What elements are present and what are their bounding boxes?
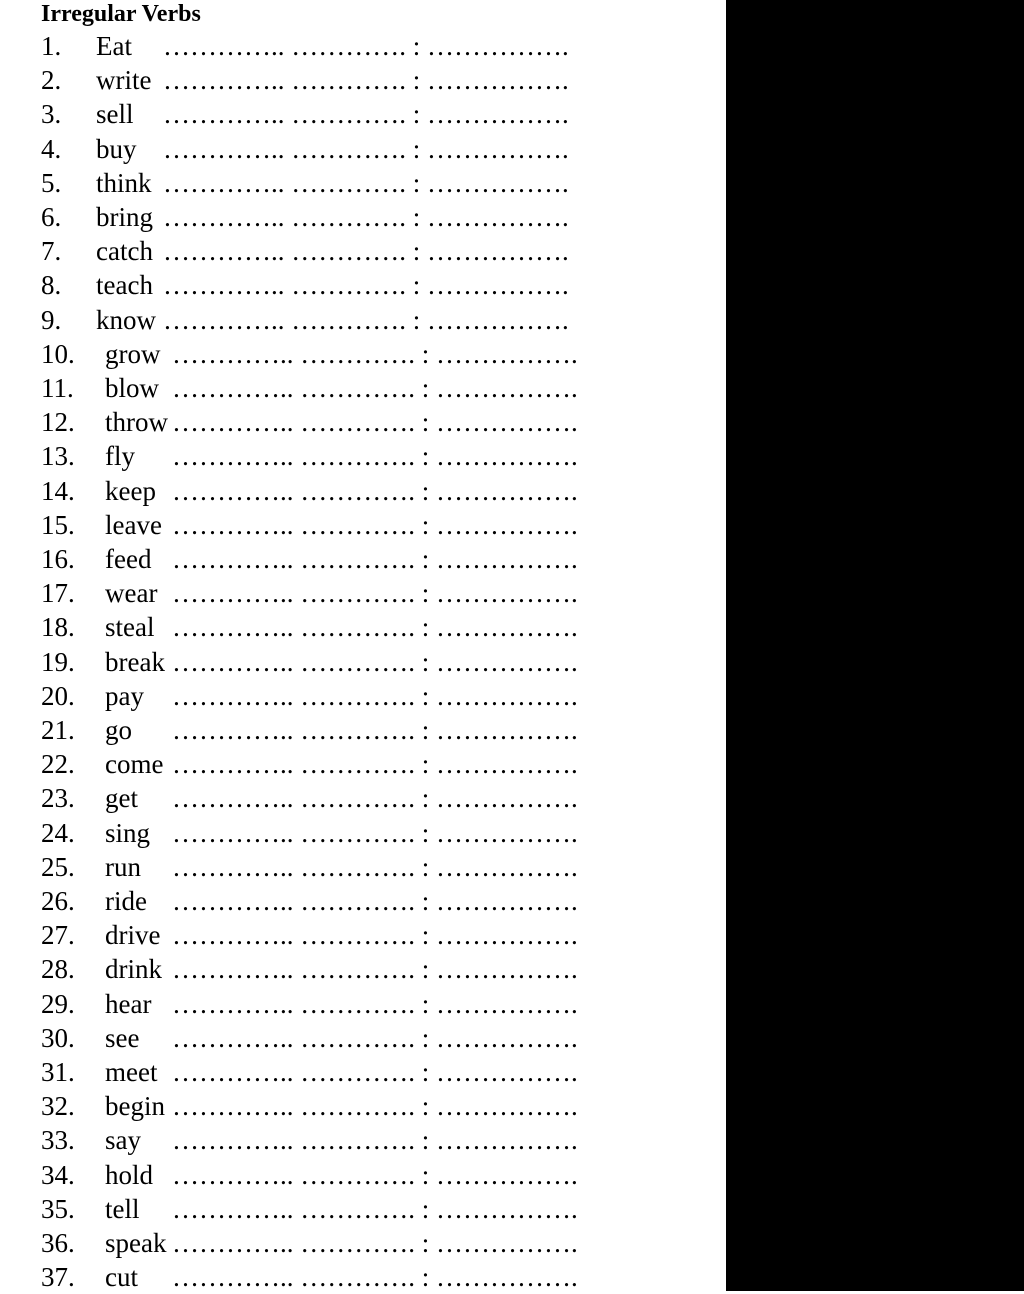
item-number: 3. [41, 99, 62, 130]
verb-row [41, 918, 578, 952]
base-verb: throw [105, 407, 168, 438]
answer-blanks: ………….. …………. : ……………. [163, 133, 569, 164]
verb-row [41, 1123, 578, 1157]
base-verb: ride [105, 886, 147, 916]
verb-row [41, 166, 569, 200]
answer-blanks: ………….. …………. : ……………. [172, 1262, 578, 1293]
item-number: 22. [41, 749, 75, 780]
verb-row [41, 371, 578, 405]
answer-blanks: ………….. …………. : ……………. [172, 920, 578, 951]
verb-row [41, 645, 578, 679]
base-verb: Eat [96, 31, 132, 61]
item-number: 10. [41, 338, 75, 369]
answer-blanks: ………….. …………. : ……………. [172, 680, 578, 711]
item-number: 7. [41, 236, 62, 267]
base-verb: tell [105, 1193, 140, 1224]
item-number: 30. [41, 1022, 75, 1053]
base-verb: hold [105, 1159, 154, 1190]
base-verb: come [105, 749, 164, 780]
verb-row [41, 1158, 578, 1192]
item-number: 14. [41, 475, 75, 506]
item-number: 21. [41, 715, 75, 745]
verb-row [41, 1226, 578, 1260]
base-verb: steal [105, 612, 155, 643]
verb-row [41, 200, 569, 234]
item-number: 24. [41, 817, 75, 848]
item-number: 19. [41, 646, 75, 677]
base-verb: buy [96, 133, 137, 164]
base-verb: go [105, 715, 132, 745]
answer-blanks: ………….. …………. : ……………. [172, 1193, 578, 1224]
item-number: 17. [41, 578, 75, 609]
answer-blanks: ………….. …………. : ……………. [172, 1125, 578, 1156]
verb-row [41, 234, 569, 268]
item-number: 1. [41, 31, 62, 61]
verb-row [41, 781, 578, 815]
item-number: 31. [41, 1057, 75, 1087]
answer-blanks: ………….. …………. : ……………. [172, 749, 578, 780]
item-number: 5. [41, 167, 62, 198]
item-number: 18. [41, 612, 75, 643]
verb-row [41, 132, 569, 166]
verb-row [41, 97, 569, 131]
verb-row [41, 747, 578, 781]
verb-row [41, 439, 578, 473]
verb-row [41, 303, 569, 337]
answer-blanks: ………….. …………. : ……………. [172, 988, 578, 1019]
answer-blanks: ………….. …………. : ……………. [163, 167, 569, 198]
item-number: 15. [41, 509, 75, 540]
base-verb: keep [105, 475, 156, 506]
answer-blanks: ………….. …………. : ……………. [172, 1022, 578, 1053]
item-number: 32. [41, 1091, 75, 1122]
base-verb: wear [105, 578, 158, 609]
answer-blanks: ………….. …………. : ……………. [172, 509, 578, 540]
base-verb: cut [105, 1262, 138, 1293]
verb-row [41, 542, 578, 576]
verb-row [41, 508, 578, 542]
item-number: 26. [41, 886, 75, 916]
verb-row [41, 884, 578, 918]
verb-row [41, 405, 578, 439]
item-number: 6. [41, 202, 62, 232]
item-number: 12. [41, 407, 75, 438]
answer-blanks: ………….. …………. : ……………. [172, 441, 578, 472]
answer-blanks: ………….. …………. : ……………. [163, 236, 569, 267]
worksheet-title: Irregular Verbs [41, 1, 201, 27]
base-verb: blow [105, 373, 159, 403]
base-verb: think [96, 167, 152, 198]
answer-blanks: ………….. …………. : ……………. [172, 817, 578, 848]
answer-blanks: ………….. …………. : ……………. [163, 99, 569, 130]
base-verb: get [105, 783, 138, 814]
verb-row [41, 679, 578, 713]
base-verb: bring [96, 202, 153, 232]
answer-blanks: ………….. …………. : ……………. [163, 65, 569, 96]
item-number: 28. [41, 954, 75, 985]
answer-blanks: ………….. …………. : ……………. [172, 338, 578, 369]
item-number: 34. [41, 1159, 75, 1190]
answer-blanks: ………….. …………. : ……………. [172, 646, 578, 677]
base-verb: meet [105, 1057, 158, 1087]
base-verb: run [105, 851, 141, 882]
item-number: 11. [41, 373, 74, 403]
verb-row [41, 1192, 578, 1226]
verb-row [41, 850, 578, 884]
item-number: 8. [41, 270, 62, 301]
item-number: 4. [41, 133, 62, 164]
answer-blanks: ………….. …………. : ……………. [172, 544, 578, 574]
base-verb: begin [105, 1091, 165, 1122]
answer-blanks: ………….. …………. : ……………. [163, 202, 569, 232]
item-number: 20. [41, 680, 75, 711]
answer-blanks: ………….. …………. : ……………. [163, 304, 569, 335]
answer-blanks: ………….. …………. : ……………. [163, 31, 569, 61]
base-verb: know [96, 304, 156, 335]
item-number: 29. [41, 988, 75, 1019]
verb-row [41, 29, 569, 63]
base-verb: hear [105, 988, 152, 1019]
base-verb: write [96, 65, 152, 96]
item-number: 9. [41, 304, 62, 335]
base-verb: sing [105, 817, 151, 848]
item-number: 33. [41, 1125, 75, 1156]
verb-row [41, 952, 578, 986]
item-number: 25. [41, 851, 75, 882]
base-verb: sell [96, 99, 134, 130]
verb-row [41, 337, 578, 371]
answer-blanks: ………….. …………. : ……………. [172, 407, 578, 438]
base-verb: fly [105, 441, 135, 472]
base-verb: speak [105, 1228, 167, 1258]
item-number: 36. [41, 1228, 75, 1258]
verb-row [41, 816, 578, 850]
verb-row [41, 268, 569, 302]
base-verb: grow [105, 338, 161, 369]
black-margin-band [726, 0, 1024, 1291]
verb-row [41, 1089, 578, 1123]
verb-row [41, 1021, 578, 1055]
item-number: 13. [41, 441, 75, 472]
verb-row [41, 987, 578, 1021]
verb-row [41, 1260, 578, 1294]
answer-blanks: ………….. …………. : ……………. [172, 1091, 578, 1122]
verb-row [41, 63, 569, 97]
base-verb: break [105, 646, 165, 677]
base-verb: pay [105, 680, 144, 711]
answer-blanks: ………….. …………. : ……………. [163, 270, 569, 301]
item-number: 16. [41, 544, 75, 574]
verb-row [41, 1055, 578, 1089]
base-verb: drink [105, 954, 162, 985]
base-verb: say [105, 1125, 141, 1156]
base-verb: leave [105, 509, 162, 540]
base-verb: catch [96, 236, 153, 267]
item-number: 27. [41, 920, 75, 951]
verb-row [41, 576, 578, 610]
verb-row [41, 610, 578, 644]
base-verb: teach [96, 270, 153, 301]
item-number: 37. [41, 1262, 75, 1293]
answer-blanks: ………….. …………. : ……………. [172, 851, 578, 882]
base-verb: drive [105, 920, 161, 951]
answer-blanks: ………….. …………. : ……………. [172, 1228, 578, 1258]
answer-blanks: ………….. …………. : ……………. [172, 783, 578, 814]
base-verb: see [105, 1022, 140, 1053]
answer-blanks: ………….. …………. : ……………. [172, 715, 578, 745]
item-number: 2. [41, 65, 62, 96]
item-number: 35. [41, 1193, 75, 1224]
item-number: 23. [41, 783, 75, 814]
answer-blanks: ………….. …………. : ……………. [172, 475, 578, 506]
answer-blanks: ………….. …………. : ……………. [172, 578, 578, 609]
answer-blanks: ………….. …………. : ……………. [172, 612, 578, 643]
verb-row [41, 713, 578, 747]
verb-row [41, 474, 578, 508]
answer-blanks: ………….. …………. : ……………. [172, 1159, 578, 1190]
answer-blanks: ………….. …………. : ……………. [172, 886, 578, 916]
answer-blanks: ………….. …………. : ……………. [172, 954, 578, 985]
answer-blanks: ………….. …………. : ……………. [172, 373, 578, 403]
answer-blanks: ………….. …………. : ……………. [172, 1057, 578, 1087]
base-verb: feed [105, 544, 152, 574]
